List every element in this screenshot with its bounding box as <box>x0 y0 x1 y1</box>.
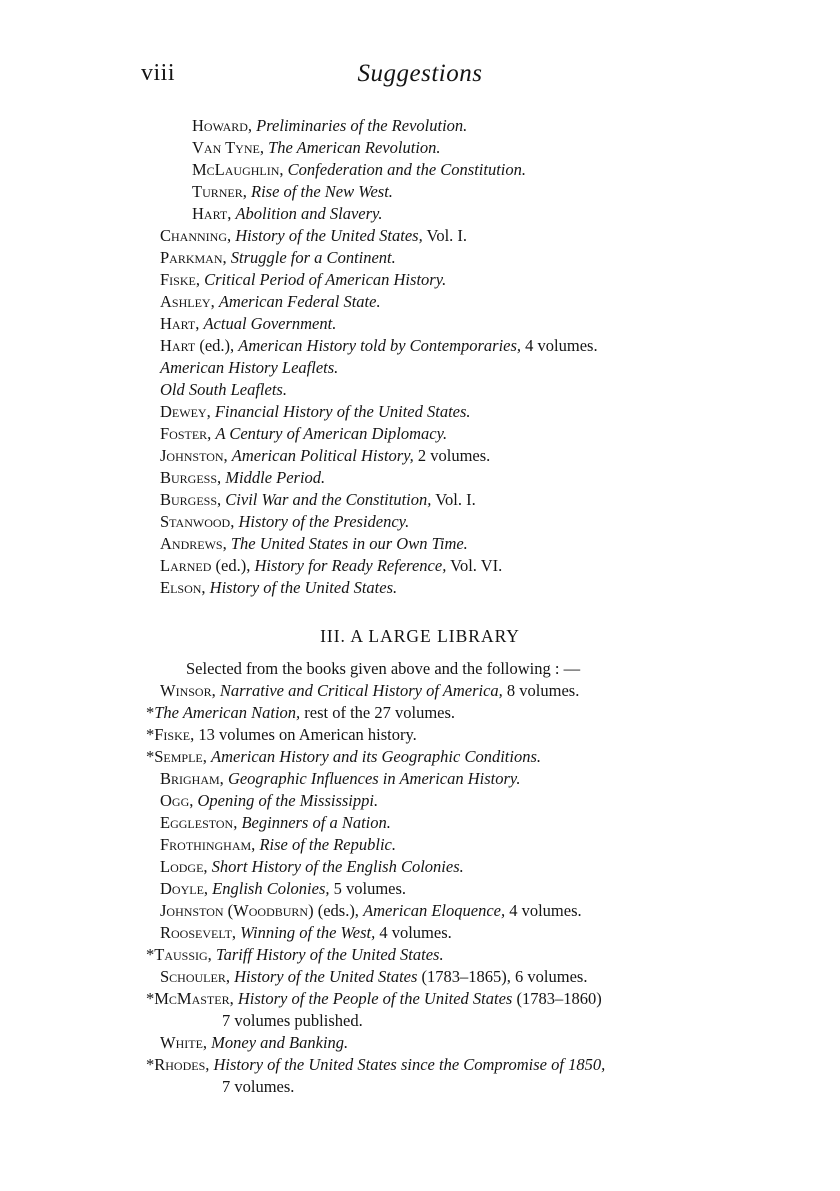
entry-author: Frothingham, <box>160 835 256 854</box>
entry-title: Beginners of a Nation. <box>241 813 391 832</box>
entry-title: A Century of American Diplomacy. <box>215 424 448 443</box>
entry-author: White, <box>160 1033 208 1052</box>
entry-star: * <box>146 945 155 964</box>
entry-author: Elson, <box>160 578 206 597</box>
entry-author: Doyle, <box>160 879 209 898</box>
bibliography-entry <box>160 423 447 445</box>
entry-note: (ed.), <box>199 336 235 355</box>
bibliography-entry <box>160 269 446 291</box>
entry-rest: 4 volumes. <box>509 901 582 920</box>
entry-author: Brigham, <box>160 769 224 788</box>
entry-title: The American Revolution. <box>268 138 441 157</box>
entry-title: Abolition and Slavery. <box>235 204 383 223</box>
entry-author: Johnston, <box>160 446 228 465</box>
entry-title: Rise of the New West. <box>251 182 393 201</box>
entry-author: Dewey, <box>160 402 211 421</box>
bibliography-entry <box>160 357 338 379</box>
section-heading: III. A LARGE LIBRARY <box>320 626 520 646</box>
entry-author: Winsor, <box>160 681 216 700</box>
bibliography-entry <box>160 680 579 702</box>
entry-note: (eds.), <box>317 901 359 920</box>
entry-author: Ashley, <box>160 292 215 311</box>
bibliography-entry <box>160 247 396 269</box>
bibliography-entry <box>160 834 396 856</box>
bibliography-entry <box>160 856 464 878</box>
entry-title: Middle Period. <box>225 468 326 487</box>
entry-title: The United States in our Own Time. <box>230 534 468 553</box>
entry-title: History of the United States. <box>209 578 398 597</box>
bibliography-entry <box>192 137 441 159</box>
entry-title: English Colonies, <box>212 879 330 898</box>
bibliography-entry <box>222 1076 294 1098</box>
entry-author: Lodge, <box>160 857 208 876</box>
bibliography-entry <box>160 225 467 247</box>
entry-author: Roosevelt, <box>160 923 237 942</box>
page-number: viii <box>141 60 176 86</box>
entry-author: McMaster, <box>154 989 234 1008</box>
entry-author: Johnston (Woodburn) <box>160 901 314 920</box>
entry-author: Fiske, <box>160 270 200 289</box>
entry-note: (ed.), <box>215 556 251 575</box>
entry-rest: (1783–1860) <box>516 989 602 1008</box>
bibliography-entry <box>146 944 444 966</box>
entry-star: * <box>146 703 155 722</box>
entry-author: Burgess, <box>160 490 222 509</box>
bibliography-entry <box>160 922 452 944</box>
entry-rest: Vol. I. <box>435 490 476 509</box>
entry-author: Stanwood, <box>160 512 235 531</box>
bibliography-entry <box>160 511 409 533</box>
entry-author: Hart <box>160 336 196 355</box>
entry-author: Rhodes, <box>154 1055 210 1074</box>
bibliography-entry <box>160 878 406 900</box>
bibliography-entry <box>146 1054 605 1076</box>
entry-title: Narrative and Critical History of America, <box>219 681 503 700</box>
entry-author: Andrews, <box>160 534 227 553</box>
entry-title: American Political History, <box>231 446 414 465</box>
bibliography-entry <box>160 467 325 489</box>
entry-author: Hart, <box>160 314 200 333</box>
entry-author: Schouler, <box>160 967 230 986</box>
bibliography-entry <box>146 746 541 768</box>
entry-star: * <box>146 1055 155 1074</box>
bibliography-entry <box>146 702 455 724</box>
entry-author: Foster, <box>160 424 212 443</box>
entry-title: Winning of the West, <box>240 923 376 942</box>
bibliography-entry <box>160 489 476 511</box>
bibliography-entry <box>160 900 582 922</box>
entry-title: History of the Presidency. <box>238 512 410 531</box>
entry-author: Semple, <box>154 747 207 766</box>
entry-title: Preliminaries of the Revolution. <box>256 116 468 135</box>
entry-title: American History and its Geographic Conditions. <box>211 747 541 766</box>
entry-title: American Federal State. <box>218 292 381 311</box>
entry-author: Turner, <box>192 182 247 201</box>
section-intro: Selected from the books given above and the following : — <box>186 659 581 678</box>
entry-title: Critical Period of American History. <box>204 270 447 289</box>
entry-title: Old South Leaflets. <box>160 380 287 399</box>
entry-author: Hart, <box>192 204 232 223</box>
bibliography-entry <box>160 966 587 988</box>
bibliography-entry <box>146 724 417 746</box>
entry-author: Van Tyne, <box>192 138 264 157</box>
bibliography-entry <box>160 1032 348 1054</box>
entry-rest: 4 volumes. <box>379 923 452 942</box>
bibliography-entry <box>192 115 467 137</box>
entry-rest: 4 volumes. <box>525 336 598 355</box>
entry-title: History of the United States <box>234 967 418 986</box>
entry-author: Eggleston, <box>160 813 238 832</box>
entry-star: * <box>146 989 155 1008</box>
entry-title: The American Nation, <box>154 703 301 722</box>
entry-rest: Vol. VI. <box>450 556 503 575</box>
entry-title: History of the United States since the Compromise of 1850, <box>213 1055 606 1074</box>
bibliography-entry <box>160 335 598 357</box>
bibliography-entry <box>160 379 287 401</box>
entry-rest: 7 volumes published. <box>222 1011 363 1030</box>
bibliography-entry <box>192 159 526 181</box>
bibliography-entry <box>160 790 378 812</box>
running-title: Suggestions <box>357 60 483 87</box>
entry-author: Ogg, <box>160 791 194 810</box>
bibliography-entry <box>160 291 381 313</box>
entry-title: Civil War and the Constitution, <box>225 490 432 509</box>
entry-title: Geographic Influences in American History. <box>227 769 521 788</box>
entry-rest: 5 volumes. <box>333 879 407 898</box>
entry-author: Larned <box>160 556 212 575</box>
entry-title: Money and Banking. <box>211 1033 349 1052</box>
entry-author: Fiske, <box>154 725 195 744</box>
bibliography-entry <box>160 768 520 790</box>
entry-title: Confederation and the Constitution. <box>287 160 527 179</box>
entry-title: Financial History of the United States. <box>214 402 471 421</box>
bibliography-entry <box>160 313 336 335</box>
entry-author: Howard, <box>192 116 253 135</box>
entry-star: * <box>146 747 155 766</box>
entry-rest: (1783–1865), 6 volumes. <box>421 967 588 986</box>
entry-title: Rise of the Republic. <box>259 835 396 854</box>
entry-title: History of the People of the United States <box>237 989 513 1008</box>
entry-rest: 8 volumes. <box>506 681 580 700</box>
entry-title: Tariff History of the United States. <box>215 945 444 964</box>
bibliography-entry <box>146 988 602 1010</box>
entry-rest: Vol. I. <box>426 226 468 245</box>
entry-rest: 2 volumes. <box>417 446 491 465</box>
bibliography-entry <box>192 203 383 225</box>
entry-title: Actual Government. <box>203 314 337 333</box>
entry-title: Struggle for a Continent. <box>230 248 396 267</box>
entry-author: Parkman, <box>160 248 227 267</box>
bibliography-entry <box>160 401 471 423</box>
entry-title: History for Ready Reference, <box>254 556 447 575</box>
entry-author: Channing, <box>160 226 232 245</box>
bibliography-entry <box>222 1010 363 1032</box>
entry-rest: 13 volumes on American history. <box>198 725 417 744</box>
entry-title: American Eloquence, <box>363 901 506 920</box>
entry-author: McLaughlin, <box>192 160 284 179</box>
entry-author: Taussig, <box>154 945 212 964</box>
entry-title: Short History of the English Colonies. <box>211 857 464 876</box>
entry-title: History of the United States, <box>235 226 423 245</box>
bibliography-entry <box>160 812 391 834</box>
entry-rest: rest of the 27 volumes. <box>304 703 456 722</box>
entry-star: * <box>146 725 155 744</box>
entry-title: American History told by Contemporaries, <box>238 336 522 355</box>
bibliography-entry <box>192 181 393 203</box>
entry-rest: 7 volumes. <box>222 1077 295 1096</box>
bibliography-entry <box>160 577 397 599</box>
entry-author: Burgess, <box>160 468 222 487</box>
bibliography-entry <box>160 445 490 467</box>
entry-title: American History Leaflets. <box>160 358 339 377</box>
bibliography-entry <box>160 555 502 577</box>
bibliography-entry <box>160 533 468 555</box>
entry-title: Opening of the Mississippi. <box>197 791 379 810</box>
